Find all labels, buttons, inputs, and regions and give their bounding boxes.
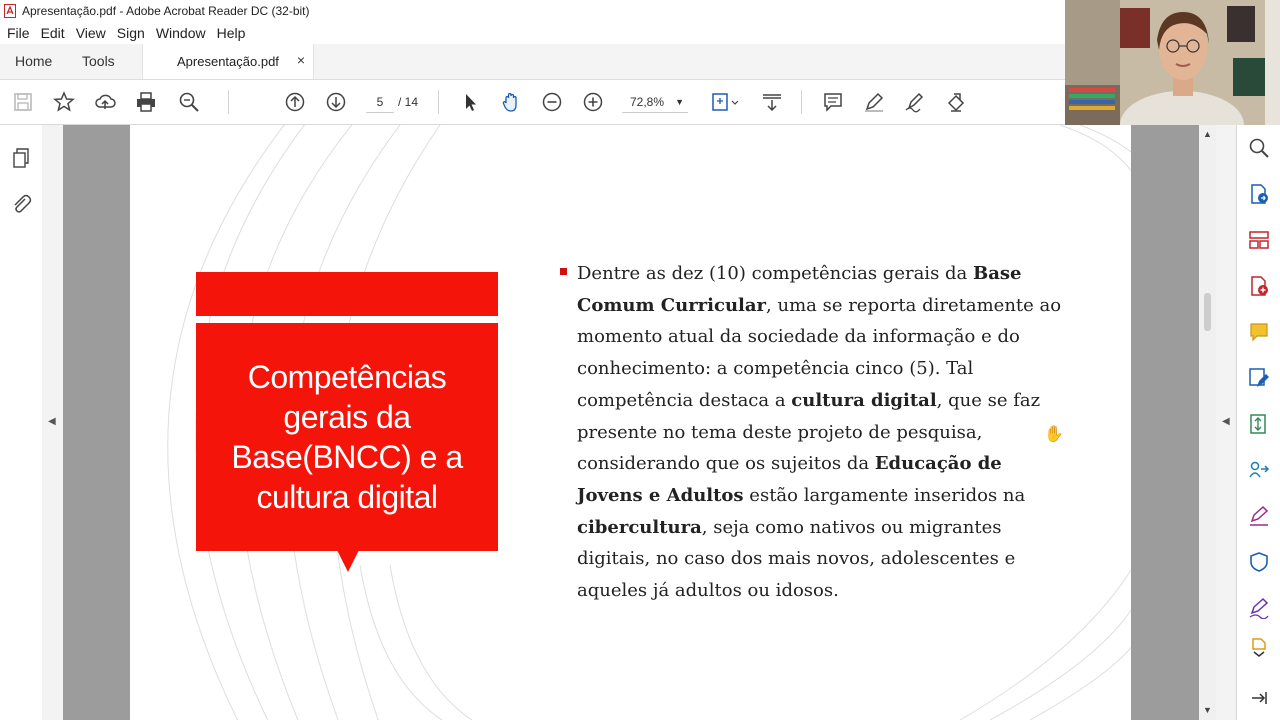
menu-sign[interactable]: Sign xyxy=(116,25,145,41)
more-icon[interactable] xyxy=(1248,637,1270,659)
menu-edit[interactable]: Edit xyxy=(40,25,65,41)
edit-pdf-icon[interactable] xyxy=(1248,367,1270,389)
slide-title: Competências gerais da Base(BNCC) e a cultura digital xyxy=(231,359,463,515)
pdf-page xyxy=(130,125,1131,720)
menu-view[interactable]: View xyxy=(75,25,106,41)
presenter-video-image xyxy=(1065,0,1280,125)
menu-help[interactable]: Help xyxy=(216,25,246,41)
acrobat-icon xyxy=(4,4,16,18)
tab-tools[interactable]: Tools xyxy=(82,53,115,69)
zoom-in-icon[interactable] xyxy=(581,90,605,114)
send-for-review-icon[interactable] xyxy=(1248,459,1270,481)
sign-pen-icon[interactable] xyxy=(1248,597,1270,619)
create-pdf-icon[interactable] xyxy=(1248,275,1270,297)
page-up-icon[interactable] xyxy=(283,90,307,114)
save-icon[interactable] xyxy=(11,90,35,114)
body-text-bold: Educação de Jovens e Adultos xyxy=(577,453,1002,506)
separator xyxy=(801,90,802,114)
search-icon[interactable] xyxy=(1248,137,1270,159)
close-tab-icon[interactable]: × xyxy=(296,52,305,68)
body-text-segment: , seja como nativos ou migrantes digitais, no caso dos mais novos, adolescentes e aqueles já adultos ou idosos. xyxy=(577,516,1016,602)
search-zoom-icon[interactable] xyxy=(177,90,201,114)
webcam-overlay xyxy=(1065,0,1280,125)
select-cursor-icon[interactable] xyxy=(458,90,482,114)
tab-document-label: Apresentação.pdf xyxy=(177,54,279,69)
export-pdf-icon[interactable] xyxy=(1248,183,1270,205)
slide-title-pointer xyxy=(337,550,359,572)
organize-pages-icon[interactable] xyxy=(1248,229,1270,251)
fit-page-icon[interactable] xyxy=(710,90,740,114)
tab-home[interactable]: Home xyxy=(15,53,53,69)
scroll-up-icon[interactable]: ▲ xyxy=(1203,129,1212,139)
body-text-segment: , uma se reporta diretamente ao momento atual da sociedade da informação e do conhecimento: a competência cinco (5). Tal competência destaca a xyxy=(577,294,1062,411)
left-navigation-pane xyxy=(0,125,43,720)
zoom-level-select[interactable] xyxy=(622,92,688,113)
bullet-marker xyxy=(560,268,567,275)
body-text-segment: estão largamente inseridos na xyxy=(743,484,1026,506)
body-text-segment: Dentre as dez (10) competências gerais da xyxy=(577,263,973,284)
menu-bar xyxy=(0,22,1065,44)
comment-icon[interactable] xyxy=(1248,321,1270,343)
right-tools-pane xyxy=(1236,125,1280,720)
page-total: / 14 xyxy=(398,95,419,109)
toolbar xyxy=(0,80,1065,125)
zoom-out-icon[interactable] xyxy=(540,90,564,114)
attachments-icon[interactable] xyxy=(10,193,32,215)
collapse-right-pane-icon[interactable]: ◀ xyxy=(1222,416,1230,427)
page-number-input[interactable]: 5 xyxy=(366,92,394,113)
separator xyxy=(438,90,439,114)
bookmark-star-icon[interactable] xyxy=(52,90,76,114)
collapse-tools-pane-icon[interactable] xyxy=(1248,687,1270,709)
compress-icon[interactable] xyxy=(1248,413,1270,435)
scroll-mode-icon[interactable] xyxy=(760,90,784,114)
more-tools-icon[interactable] xyxy=(944,90,968,114)
zoom-level-value: 72,8% xyxy=(630,95,665,109)
pen-icon[interactable] xyxy=(862,90,886,114)
menu-window[interactable]: Window xyxy=(155,25,206,41)
tab-document[interactable] xyxy=(142,44,314,79)
slide-title-box xyxy=(196,323,498,551)
body-text-bold: Base Comum Curricular xyxy=(577,263,1022,316)
sign-icon[interactable] xyxy=(903,90,927,114)
comment-icon[interactable] xyxy=(821,90,845,114)
print-icon[interactable] xyxy=(134,90,158,114)
upload-cloud-icon[interactable] xyxy=(93,90,117,114)
slide-title-bar xyxy=(196,272,498,316)
page-down-icon[interactable] xyxy=(324,90,348,114)
document-background-left xyxy=(63,125,130,720)
tab-bar xyxy=(0,44,1065,80)
menu-file[interactable]: File xyxy=(7,25,30,41)
scrollbar-thumb[interactable] xyxy=(1204,293,1211,331)
title-bar xyxy=(0,0,1065,22)
fill-sign-icon[interactable] xyxy=(1248,505,1270,527)
document-background-right xyxy=(1131,125,1199,720)
scroll-down-icon[interactable]: ▼ xyxy=(1203,705,1212,715)
vertical-scrollbar[interactable] xyxy=(1199,125,1216,720)
hand-cursor-icon: ✋ xyxy=(1044,426,1064,443)
slide-body-text xyxy=(577,258,1062,607)
hand-tool-icon[interactable] xyxy=(499,90,523,114)
chevron-down-icon: ▼ xyxy=(675,97,684,107)
page-thumbnails-icon[interactable] xyxy=(10,147,32,169)
body-text-bold: cibercultura xyxy=(577,516,702,538)
window-title: Apresentação.pdf - Adobe Acrobat Reader DC (32-bit) xyxy=(22,4,310,18)
expand-left-pane-icon[interactable]: ◀ xyxy=(48,416,56,427)
separator xyxy=(228,90,229,114)
body-text-bold: cultura digital xyxy=(791,389,937,411)
body-text-segment: , que se faz presente no tema deste projeto de pesquisa, considerando que os sujeitos da xyxy=(577,389,1041,475)
protect-icon[interactable] xyxy=(1248,551,1270,573)
